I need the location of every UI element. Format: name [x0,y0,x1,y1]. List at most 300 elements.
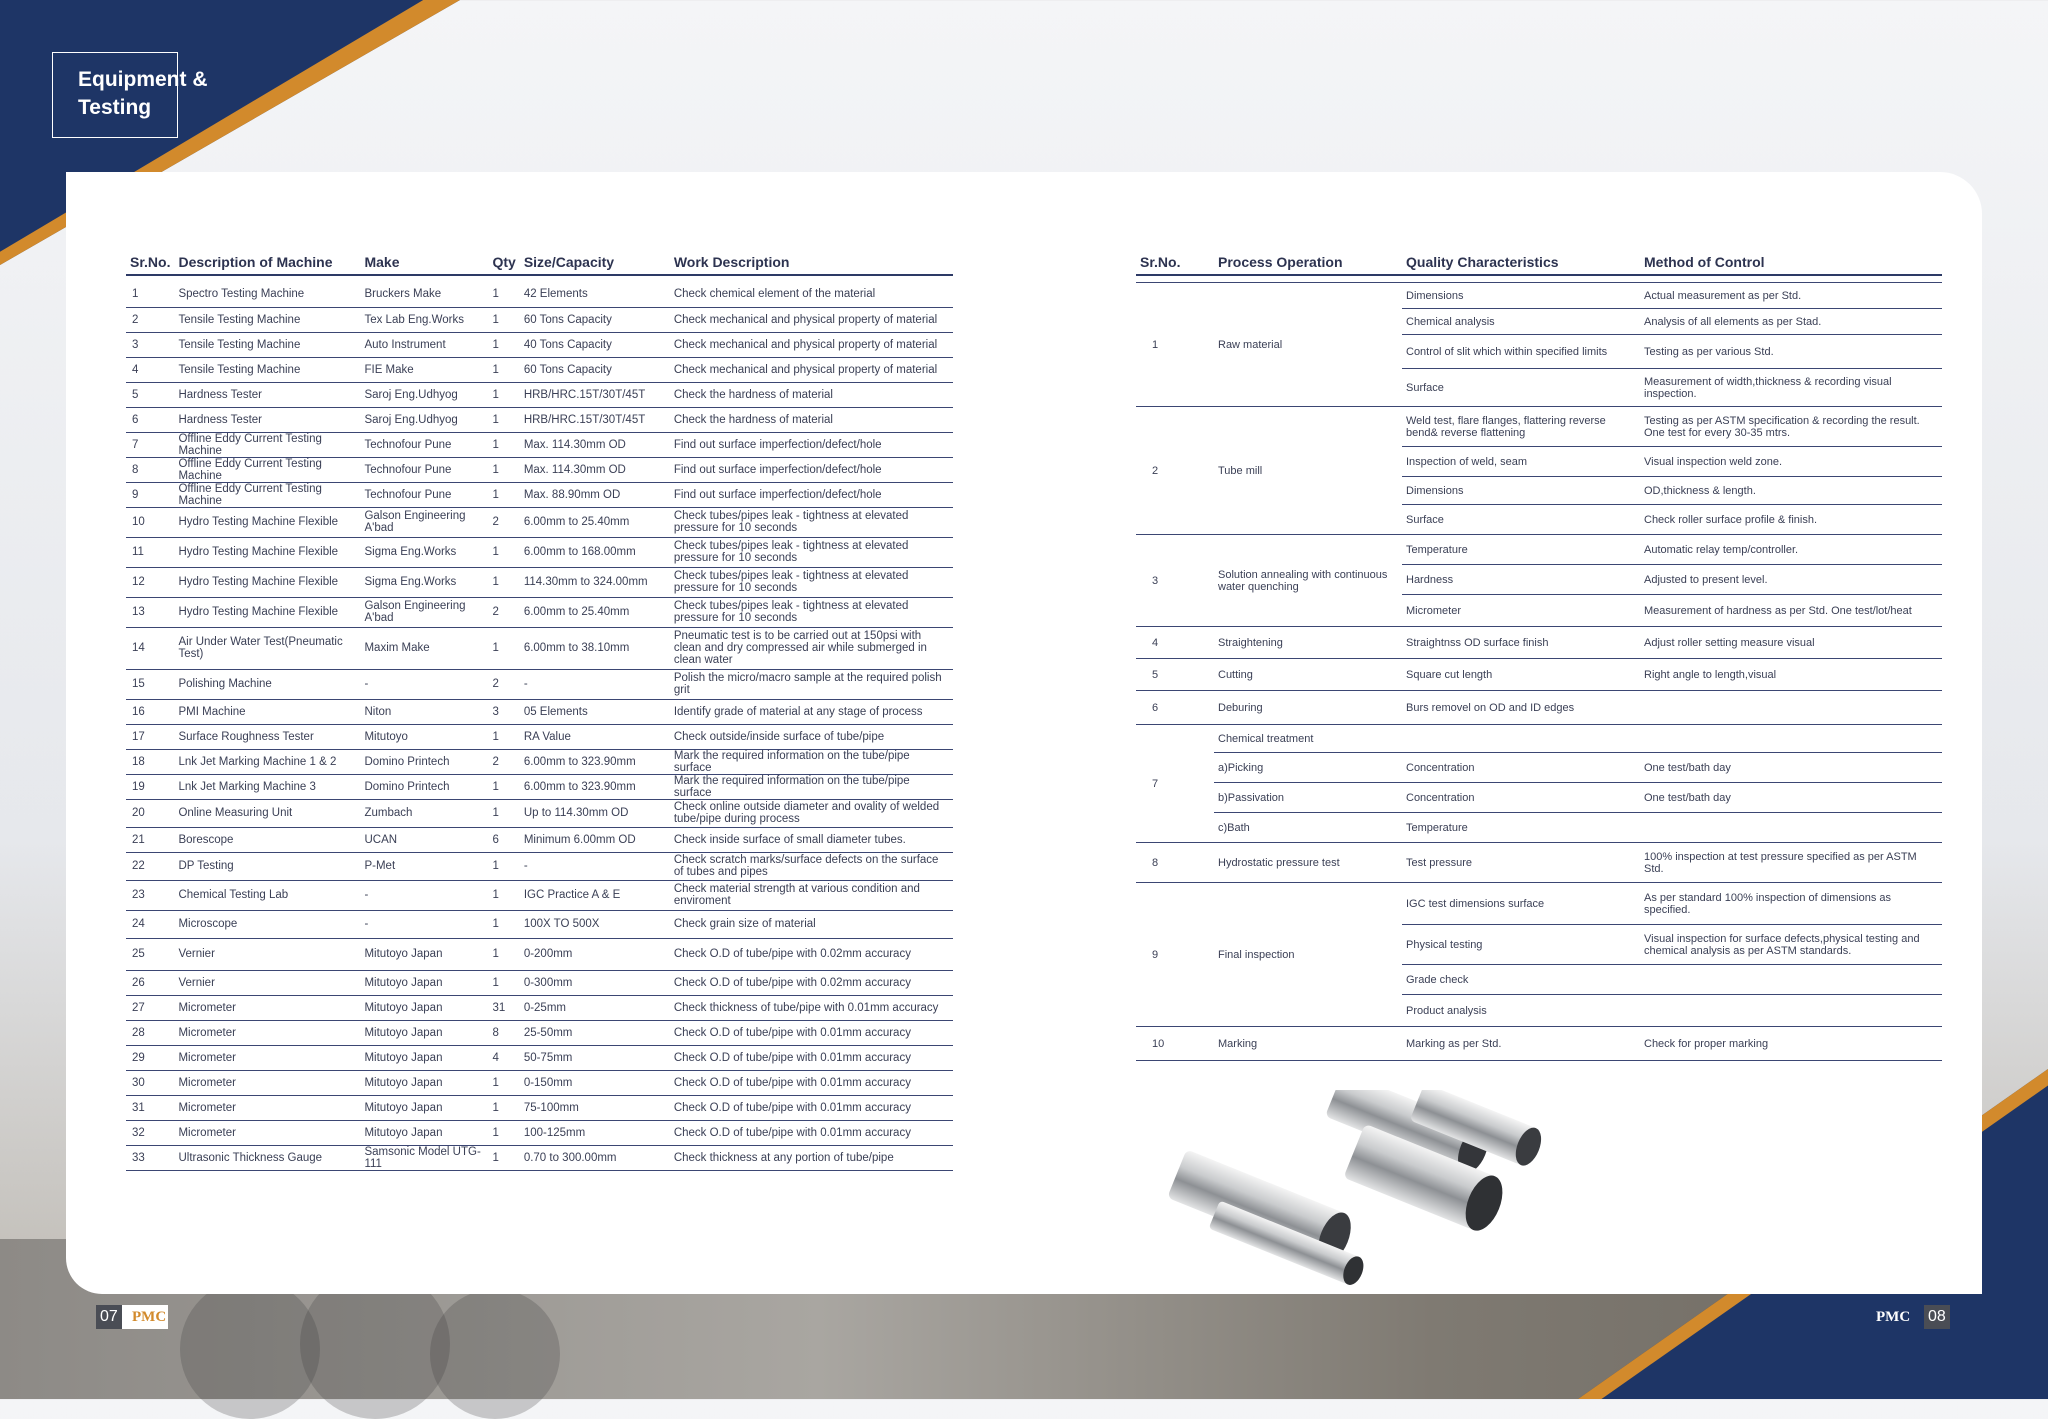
table-cell: Microscope [174,910,360,938]
table-cell: 2 [488,669,519,699]
table-cell: 2 [488,507,519,537]
process-operation: Raw material [1214,283,1402,407]
table-cell: Check mechanical and physical property of material [670,307,953,332]
table-cell: Galson Engineering A'bad [360,507,488,537]
method-of-control: Visual inspection weld zone. [1640,447,1942,477]
table-cell: Check tubes/pipes leak - tightness at elevated pressure for 10 seconds [670,597,953,627]
table-row [126,910,953,938]
page-number-left: 07 [96,1305,122,1329]
table-cell: Polish the micro/macro sample at the required polish grit [670,669,953,699]
table-cell: 30 [126,1070,174,1095]
table-cell: 28 [126,1020,174,1045]
table-cell: Lnk Jet Marking Machine 1 & 2 [174,749,360,774]
table-cell: Up to 114.30mm OD [520,799,670,827]
table-cell: One test/bath day [1640,783,1942,813]
table-row [126,567,953,597]
quality-characteristic: Test pressure [1402,843,1640,883]
quality-characteristic: Burs removel on OD and ID edges [1402,691,1640,725]
table-cell: Check material strength at various condition and enviroment [670,880,953,910]
table-cell: 1 [488,537,519,567]
brand-left: PMC [132,1309,167,1325]
table-cell: Tensile Testing Machine [174,357,360,382]
table-cell: 2 [488,749,519,774]
table-cell: Vernier [174,938,360,970]
table-row [126,774,953,799]
table-row [126,332,953,357]
table-cell: P-Met [360,852,488,880]
table-cell: 16 [126,699,174,724]
table-cell: 6.00mm to 323.90mm [520,749,670,774]
table-cell: 1 [488,307,519,332]
method-of-control: Check for proper marking [1640,1027,1942,1061]
process-number: 9 [1136,883,1214,1027]
table-cell: 1 [488,432,519,457]
table-cell: Check O.D of tube/pipe with 0.02mm accuracy [670,970,953,995]
table-row [126,1095,953,1120]
table-cell: 31 [126,1095,174,1120]
table-cell: 1 [488,938,519,970]
method-of-control: Analysis of all elements as per Stad. [1640,309,1942,335]
table-cell: Micrometer [174,1120,360,1145]
table-cell: 27 [126,995,174,1020]
table-cell: Domino Printech [360,774,488,799]
method-of-control: Testing as per ASTM specification & recording the result. One test for every 30-35 mtrs. [1640,407,1942,447]
table-row [126,724,953,749]
equipment-col-header: Make [360,240,488,275]
table-row [1136,1027,1942,1061]
table-cell: Mitutoyo Japan [360,995,488,1020]
table-cell: 1 [488,627,519,669]
table-cell: Check O.D of tube/pipe with 0.02mm accuracy [670,938,953,970]
table-spacer [126,275,953,282]
process-operation: Cutting [1214,659,1402,691]
table-cell: 1 [488,774,519,799]
chemical-treatment-heading: Chemical treatment [1214,725,1942,753]
table-row [126,627,953,669]
quality-characteristic: Physical testing [1402,925,1640,965]
table-cell: 40 Tons Capacity [520,332,670,357]
table-cell: 21 [126,827,174,852]
process-operation: Final inspection [1214,883,1402,1027]
table-cell: 25 [126,938,174,970]
table-cell: Minimum 6.00mm OD [520,827,670,852]
quality-control-table [1136,240,1942,1061]
process-operation: Straightening [1214,627,1402,659]
steel-pipes-image [1150,1090,1570,1285]
spacer-cell [126,275,953,282]
table-cell: Hydro Testing Machine Flexible [174,507,360,537]
table-cell: Borescope [174,827,360,852]
table-cell: Max. 114.30mm OD [520,457,670,482]
process-number: 2 [1136,407,1214,535]
table-cell: Samsonic Model UTG-111 [360,1145,488,1170]
table-cell: Hardness Tester [174,407,360,432]
table-cell: Check O.D of tube/pipe with 0.01mm accuracy [670,1070,953,1095]
table-cell: Identify grade of material at any stage of process [670,699,953,724]
quality-characteristic: Surface [1402,369,1640,407]
quality-characteristic: Dimensions [1402,477,1640,505]
method-of-control: Measurement of hardness as per Std. One test/lot/heat [1640,595,1942,627]
table-cell: 1 [488,724,519,749]
equipment-col-header: Size/Capacity [520,240,670,275]
method-of-control: 100% inspection at test pressure specified as per ASTM Std. [1640,843,1942,883]
table-cell: 3 [488,699,519,724]
table-cell: 1 [488,910,519,938]
table-cell: 1 [488,332,519,357]
table-cell: 114.30mm to 324.00mm [520,567,670,597]
table-cell: 9 [126,482,174,507]
table-cell: 1 [488,1070,519,1095]
table-cell: Mitutoyo Japan [360,938,488,970]
table-cell: Concentration [1402,753,1640,783]
table-cell: 0-300mm [520,970,670,995]
table-row [1136,783,1942,813]
table-cell: 1 [488,799,519,827]
table-row [126,482,953,507]
table-cell: 32 [126,1120,174,1145]
table-cell: Auto Instrument [360,332,488,357]
quality-col-header: Process Operation [1214,240,1402,275]
table-cell: Technofour Pune [360,482,488,507]
table-cell: Check tubes/pipes leak - tightness at elevated pressure for 10 seconds [670,507,953,537]
table-cell: 25-50mm [520,1020,670,1045]
table-row [126,597,953,627]
table-cell: 17 [126,724,174,749]
table-row [1136,813,1942,843]
table-cell: 4 [488,1045,519,1070]
table-cell: PMI Machine [174,699,360,724]
table-cell: Saroj Eng.Udhyog [360,382,488,407]
table-cell: DP Testing [174,852,360,880]
table-cell: Find out surface imperfection/defect/hole [670,432,953,457]
method-of-control [1640,965,1942,995]
table-cell: Max. 88.90mm OD [520,482,670,507]
table-cell: Sigma Eng.Works [360,567,488,597]
table-cell: Micrometer [174,1095,360,1120]
table-cell: Check scratch marks/surface defects on the surface of tubes and pipes [670,852,953,880]
table-cell: 1 [488,382,519,407]
table-cell: 6.00mm to 25.40mm [520,507,670,537]
table-cell: 14 [126,627,174,669]
table-cell: 23 [126,880,174,910]
table-cell: Check thickness at any portion of tube/pipe [670,1145,953,1170]
quality-table-header [1136,240,1942,275]
table-cell: Micrometer [174,995,360,1020]
table-cell: Micrometer [174,1045,360,1070]
table-cell: 18 [126,749,174,774]
process-number: 4 [1136,627,1214,659]
table-cell: 6 [126,407,174,432]
table-cell: 6.00mm to 323.90mm [520,774,670,799]
table-row [126,307,953,332]
table-cell: Mitutoyo Japan [360,1120,488,1145]
table-cell: 1 [488,482,519,507]
table-row [126,1045,953,1070]
page-number-right: 08 [1924,1305,1950,1329]
table-cell: Check thickness of tube/pipe with 0.01mm accuracy [670,995,953,1020]
table-cell: Tensile Testing Machine [174,332,360,357]
table-cell: 1 [488,282,519,307]
table-cell: - [360,880,488,910]
table-cell: 13 [126,597,174,627]
process-number: 3 [1136,535,1214,627]
table-cell: 11 [126,537,174,567]
table-cell: 1 [488,457,519,482]
table-cell: 50-75mm [520,1045,670,1070]
table-spacer [1136,275,1942,283]
table-row [126,995,953,1020]
quality-col-header: Sr.No. [1136,240,1214,275]
table-cell: Mitutoyo Japan [360,1095,488,1120]
table-cell: - [520,669,670,699]
table-cell: 75-100mm [520,1095,670,1120]
table-row [126,537,953,567]
table-cell: Check outside/inside surface of tube/pipe [670,724,953,749]
table-cell: Air Under Water Test(Pneumatic Test) [174,627,360,669]
table-cell: Micrometer [174,1020,360,1045]
table-cell: Chemical Testing Lab [174,880,360,910]
table-cell: 24 [126,910,174,938]
table-cell: Ultrasonic Thickness Gauge [174,1145,360,1170]
table-cell: Temperature [1402,813,1640,843]
method-of-control: Adjusted to present level. [1640,565,1942,595]
table-cell: b)Passivation [1214,783,1402,813]
table-cell: 31 [488,995,519,1020]
table-cell [1640,813,1942,843]
table-cell: Concentration [1402,783,1640,813]
table-cell: Mitutoyo Japan [360,1045,488,1070]
table-cell: Zumbach [360,799,488,827]
table-cell: FIE Make [360,357,488,382]
quality-characteristic: Dimensions [1402,283,1640,309]
table-cell: 10 [126,507,174,537]
process-number: 10 [1136,1027,1214,1061]
table-cell: Check chemical element of the material [670,282,953,307]
process-number: 6 [1136,691,1214,725]
table-cell: 6.00mm to 168.00mm [520,537,670,567]
table-cell: Check O.D of tube/pipe with 0.01mm accuracy [670,1045,953,1070]
method-of-control: Adjust roller setting measure visual [1640,627,1942,659]
table-row [126,357,953,382]
table-cell: 0-200mm [520,938,670,970]
method-of-control: Testing as per various Std. [1640,335,1942,369]
table-cell: 05 Elements [520,699,670,724]
table-row [126,1120,953,1145]
quality-characteristic: Micrometer [1402,595,1640,627]
table-cell: HRB/HRC.15T/30T/45T [520,407,670,432]
quality-characteristic: Temperature [1402,535,1640,565]
method-of-control [1640,995,1942,1027]
table-cell: 6.00mm to 25.40mm [520,597,670,627]
table-cell: Check mechanical and physical property of material [670,332,953,357]
process-operation: Hydrostatic pressure test [1214,843,1402,883]
table-cell: 1 [488,970,519,995]
equipment-col-header: Sr.No. [126,240,174,275]
quality-col-header: Quality Characteristics [1402,240,1640,275]
method-of-control: Automatic relay temp/controller. [1640,535,1942,565]
equipment-col-header: Description of Machine [174,240,360,275]
table-cell: Offline Eddy Current Testing Machine [174,432,360,457]
table-cell: 29 [126,1045,174,1070]
table-cell: HRB/HRC.15T/30T/45T [520,382,670,407]
table-row [1136,535,1942,565]
table-cell: Check tubes/pipes leak - tightness at elevated pressure for 10 seconds [670,567,953,597]
table-cell: 100-125mm [520,1120,670,1145]
table-row [126,382,953,407]
table-row [126,1020,953,1045]
table-cell: 1 [488,1095,519,1120]
table-cell: 1 [488,852,519,880]
table-row [1136,407,1942,447]
table-cell: Offline Eddy Current Testing Machine [174,482,360,507]
table-row [1136,753,1942,783]
table-cell: Mitutoyo Japan [360,1070,488,1095]
table-cell: IGC Practice A & E [520,880,670,910]
table-cell: 1 [488,1145,519,1170]
table-cell: 8 [126,457,174,482]
table-cell: Polishing Machine [174,669,360,699]
table-cell: Online Measuring Unit [174,799,360,827]
table-row [1136,627,1942,659]
method-of-control: Right angle to length,visual [1640,659,1942,691]
table-row [126,407,953,432]
table-cell: RA Value [520,724,670,749]
table-cell: Niton [360,699,488,724]
table-row [126,1145,953,1170]
table-cell: 12 [126,567,174,597]
spacer-cell [1136,275,1942,283]
table-row [1136,283,1942,309]
quality-characteristic: Product analysis [1402,995,1640,1027]
process-operation: Marking [1214,1027,1402,1061]
table-cell: Check O.D of tube/pipe with 0.01mm accuracy [670,1120,953,1145]
quality-characteristic: Straightnss OD surface finish [1402,627,1640,659]
table-cell: 8 [488,1020,519,1045]
quality-characteristic: Square cut length [1402,659,1640,691]
table-cell: Find out surface imperfection/defect/hole [670,482,953,507]
table-cell: 26 [126,970,174,995]
table-cell: 7 [126,432,174,457]
table-cell: Mark the required information on the tube/pipe surface [670,749,953,774]
table-cell: - [360,910,488,938]
table-cell: Maxim Make [360,627,488,669]
table-row [126,827,953,852]
table-cell: 0-150mm [520,1070,670,1095]
table-cell: Technofour Pune [360,457,488,482]
table-cell: Spectro Testing Machine [174,282,360,307]
table-cell: 42 Elements [520,282,670,307]
table-row [1136,883,1942,925]
table-cell: Mitutoyo Japan [360,970,488,995]
quality-characteristic: Surface [1402,505,1640,535]
method-of-control [1640,691,1942,725]
table-row [126,1070,953,1095]
table-cell: Micrometer [174,1070,360,1095]
table-cell: 22 [126,852,174,880]
table-row [1136,725,1942,753]
table-cell: 6.00mm to 38.10mm [520,627,670,669]
method-of-control: Actual measurement as per Std. [1640,283,1942,309]
process-operation: Solution annealing with continuous water quenching [1214,535,1402,627]
table-cell: Check the hardness of material [670,407,953,432]
table-row [1136,659,1942,691]
table-cell: Technofour Pune [360,432,488,457]
quality-characteristic: Hardness [1402,565,1640,595]
table-cell: Tensile Testing Machine [174,307,360,332]
table-row [126,749,953,774]
title-line-2: Testing [78,96,152,119]
method-of-control: OD,thickness & length. [1640,477,1942,505]
table-row [126,799,953,827]
table-cell: 1 [488,1120,519,1145]
table-cell: Pneumatic test is to be carried out at 150psi with clean and dry compressed air while submerged in clean water [670,627,953,669]
process-number: 7 [1136,725,1214,843]
table-cell: 0-25mm [520,995,670,1020]
table-cell: 1 [488,567,519,597]
table-cell: Surface Roughness Tester [174,724,360,749]
table-cell: 1 [126,282,174,307]
table-cell: UCAN [360,827,488,852]
equipment-table [126,240,953,1171]
table-row [126,457,953,482]
page-title [78,66,208,122]
table-cell: 19 [126,774,174,799]
table-cell: Check tubes/pipes leak - tightness at elevated pressure for 10 seconds [670,537,953,567]
table-cell: 3 [126,332,174,357]
table-cell: 6 [488,827,519,852]
table-cell: 33 [126,1145,174,1170]
table-cell: Check O.D of tube/pipe with 0.01mm accuracy [670,1095,953,1120]
process-number: 5 [1136,659,1214,691]
process-operation: Deburing [1214,691,1402,725]
table-cell: Saroj Eng.Udhyog [360,407,488,432]
table-cell: 4 [126,357,174,382]
table-cell: Bruckers Make [360,282,488,307]
table-cell: 1 [488,357,519,382]
quality-characteristic: IGC test dimensions surface [1402,883,1640,925]
quality-characteristic: Control of slit which within specified limits [1402,335,1640,369]
table-cell: Vernier [174,970,360,995]
table-cell: Hydro Testing Machine Flexible [174,597,360,627]
table-cell: - [360,669,488,699]
table-row [126,852,953,880]
table-cell: Tex Lab Eng.Works [360,307,488,332]
quality-characteristic: Chemical analysis [1402,309,1640,335]
table-cell: 100X TO 500X [520,910,670,938]
table-row [1136,843,1942,883]
process-operation: Tube mill [1214,407,1402,535]
table-cell: Check mechanical and physical property of material [670,357,953,382]
table-cell: One test/bath day [1640,753,1942,783]
method-of-control: Measurement of width,thickness & recording visual inspection. [1640,369,1942,407]
table-row [126,432,953,457]
equipment-col-header: Work Description [670,240,953,275]
table-cell: 60 Tons Capacity [520,357,670,382]
table-cell: 1 [488,880,519,910]
table-cell: Galson Engineering A'bad [360,597,488,627]
table-cell: c)Bath [1214,813,1402,843]
table-cell: Offline Eddy Current Testing Machine [174,457,360,482]
table-cell: Mitutoyo Japan [360,1020,488,1045]
table-row [1136,691,1942,725]
process-number: 1 [1136,283,1214,407]
table-cell: Check inside surface of small diameter tubes. [670,827,953,852]
brand-right: PMC [1876,1309,1911,1325]
table-cell: 60 Tons Capacity [520,307,670,332]
table-row [126,282,953,307]
process-number: 8 [1136,843,1214,883]
table-cell: Hardness Tester [174,382,360,407]
